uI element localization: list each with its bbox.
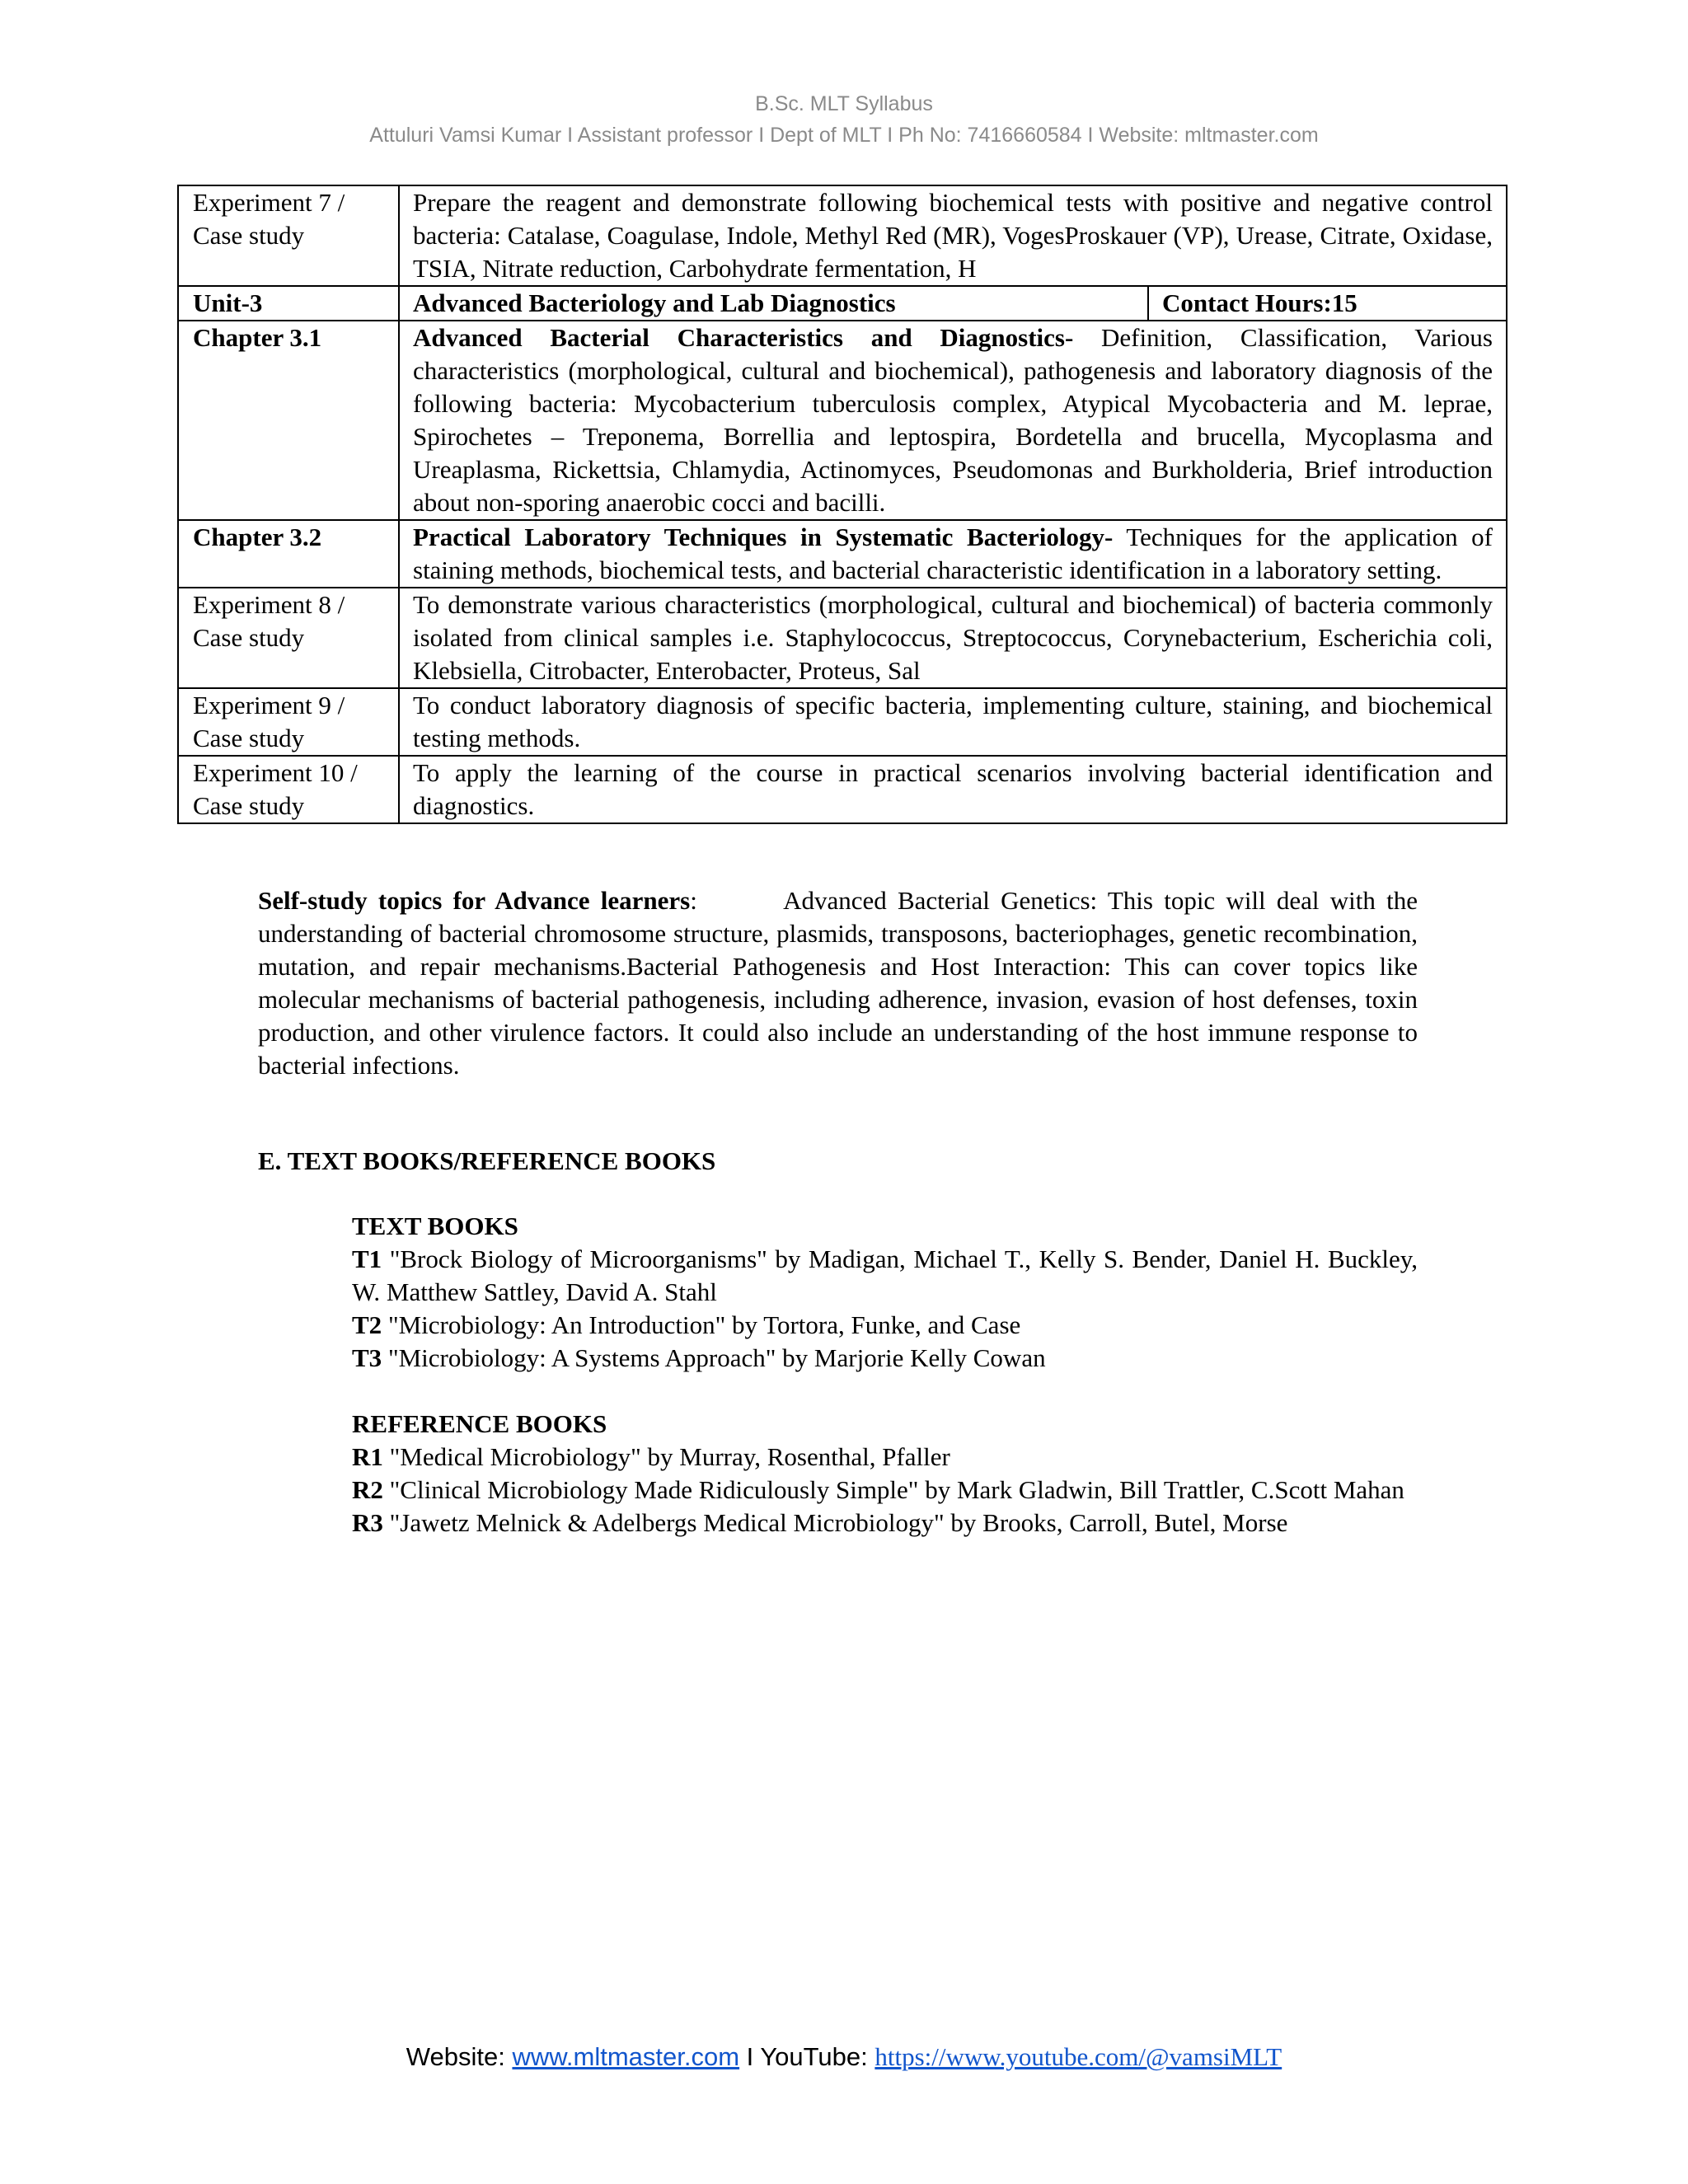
ch31-label: Chapter 3.1: [178, 321, 399, 520]
table-row-exp9: [178, 688, 1507, 756]
book-text: "Brock Biology of Microorganisms" by Madigan, Michael T., Kelly S. Bender, Daniel H. Buckley, W. Matthew Sattley, David A. Stahl: [352, 1244, 1418, 1306]
table-row-ch31: [178, 321, 1507, 520]
self-study-paragraph: [258, 884, 1424, 1082]
page-footer: [0, 2042, 1688, 2072]
table-row-exp8: [178, 588, 1507, 688]
self-study-text: : Advanced Bacterial Genetics: This topic will deal with the understanding of bacterial chromosome structure, plasmids, transposons, bacteriophages, genetic recombination, mutation, and repair mechanisms.Bacterial Pathogenesis and Host Interaction: This can cover topics like molecular mechanisms of bacterial pathogenesis, including adherence, invasion, evasion of host defenses, toxin production, and other virulence factors. It could also include an understanding of the host immune response to bacterial infections.: [258, 886, 1424, 1080]
reference-books-section: [352, 1408, 1418, 1540]
text-books-section: [352, 1210, 1418, 1375]
footer-separator: I YouTube:: [739, 2042, 875, 2071]
ch32-cell: [399, 520, 1507, 588]
book-code: R1: [352, 1442, 383, 1471]
exp9-label: Experiment 9 / Case study: [178, 688, 399, 756]
self-study-label: Self-study topics for Advance learners: [258, 886, 691, 915]
list-item: [352, 1507, 1418, 1540]
ch31-title: Advanced Bacterial Characteristics and Diagnostics-: [413, 323, 1074, 352]
ch32-label: Chapter 3.2: [178, 520, 399, 588]
list-item: [352, 1474, 1418, 1507]
text-books-title: TEXT BOOKS: [352, 1212, 518, 1240]
book-text: "Microbiology: A Systems Approach" by Marjorie Kelly Cowan: [382, 1343, 1046, 1372]
book-code: R2: [352, 1475, 383, 1504]
header-author-line: Attuluri Vamsi Kumar I Assistant professor I Dept of MLT I Ph No: 7416660584 I Website: mltmaster.com: [369, 124, 1319, 147]
exp7-label: Experiment 7 / Case study: [178, 185, 399, 286]
book-code: T1: [352, 1244, 382, 1273]
footer-website-label: Website:: [406, 2042, 513, 2071]
book-code: R3: [352, 1508, 383, 1537]
book-code: T2: [352, 1310, 382, 1339]
book-code: T3: [352, 1343, 382, 1372]
table-row-unit3: [178, 286, 1507, 321]
book-text: "Clinical Microbiology Made Ridiculously Simple" by Mark Gladwin, Bill Trattler, C.Scott Mahan: [382, 1475, 1404, 1504]
book-text: "Medical Microbiology" by Murray, Rosenthal, Pfaller: [382, 1442, 950, 1471]
unit3-label: Unit-3: [178, 286, 399, 321]
unit3-title: Advanced Bacteriology and Lab Diagnostics: [399, 286, 1148, 321]
exp7-text: Prepare the reagent and demonstrate following biochemical tests with positive and negative control bacteria: Catalase, Coagulase, Indole, Methyl Red (MR), VogesProskauer (VP), Urease, Citrate, Oxidase, TSIA, Nitrate reduction, Carbohydrate fermentation, H: [399, 185, 1507, 286]
exp10-label: Experiment 10 / Case study: [178, 756, 399, 823]
book-text: "Microbiology: An Introduction" by Tortora, Funke, and Case: [382, 1310, 1021, 1339]
youtube-link[interactable]: https://www.youtube.com/@vamsiMLT: [874, 2042, 1282, 2071]
exp9-text: To conduct laboratory diagnosis of specific bacteria, implementing culture, staining, and biochemical testing methods.: [399, 688, 1507, 756]
table-row-exp10: [178, 756, 1507, 823]
list-item: [352, 1441, 1418, 1474]
section-title-books: E. TEXT BOOKS/REFERENCE BOOKS: [258, 1146, 716, 1175]
list-item: [352, 1342, 1418, 1375]
ch31-text: Definition, Classification, Various characteristics (morphological, cultural and biochemical), pathogenesis and laboratory diagnosis of the following bacteria: Mycobacterium tuberculosis complex, Atypical Mycobacteria and M. leprae, Spirochetes – Treponema, Borrellia and leptospira, Bordetella and brucella, Mycoplasma and Ureaplasma, Rickettsia, Chlamydia, Actinomyces, Pseudomonas and Burkholderia, Brief introduction about non-sporing anaerobic cocci and bacilli.: [413, 323, 1493, 517]
book-text: "Jawetz Melnick & Adelbergs Medical Microbiology" by Brooks, Carroll, Butel, Morse: [382, 1508, 1288, 1537]
table-row-exp7: [178, 185, 1507, 286]
unit3-hours: Contact Hours:15: [1148, 286, 1507, 321]
list-item: [352, 1243, 1418, 1309]
website-link[interactable]: www.mltmaster.com: [512, 2042, 740, 2071]
list-item: [352, 1309, 1418, 1342]
exp10-text: To apply the learning of the course in practical scenarios involving bacterial identification and diagnostics.: [399, 756, 1507, 823]
exp8-text: To demonstrate various characteristics (morphological, cultural and biochemical) of bacteria commonly isolated from clinical samples i.e. Staphylococcus, Streptococcus, Corynebacterium, Escherichia coli, Klebsiella, Citrobacter, Enterobacter, Proteus, Sal: [399, 588, 1507, 688]
ch32-text: Techniques for the application of staining methods, biochemical tests, and bacterial characteristic identification in a laboratory setting.: [413, 523, 1493, 584]
syllabus-table: [177, 185, 1507, 824]
reference-books-title: REFERENCE BOOKS: [352, 1409, 607, 1438]
ch31-cell: [399, 321, 1507, 520]
ch32-title: Practical Laboratory Techniques in Systematic Bacteriology-: [413, 523, 1114, 551]
table-row-ch32: [178, 520, 1507, 588]
exp8-label: Experiment 8 / Case study: [178, 588, 399, 688]
header-title: B.Sc. MLT Syllabus: [755, 92, 933, 115]
